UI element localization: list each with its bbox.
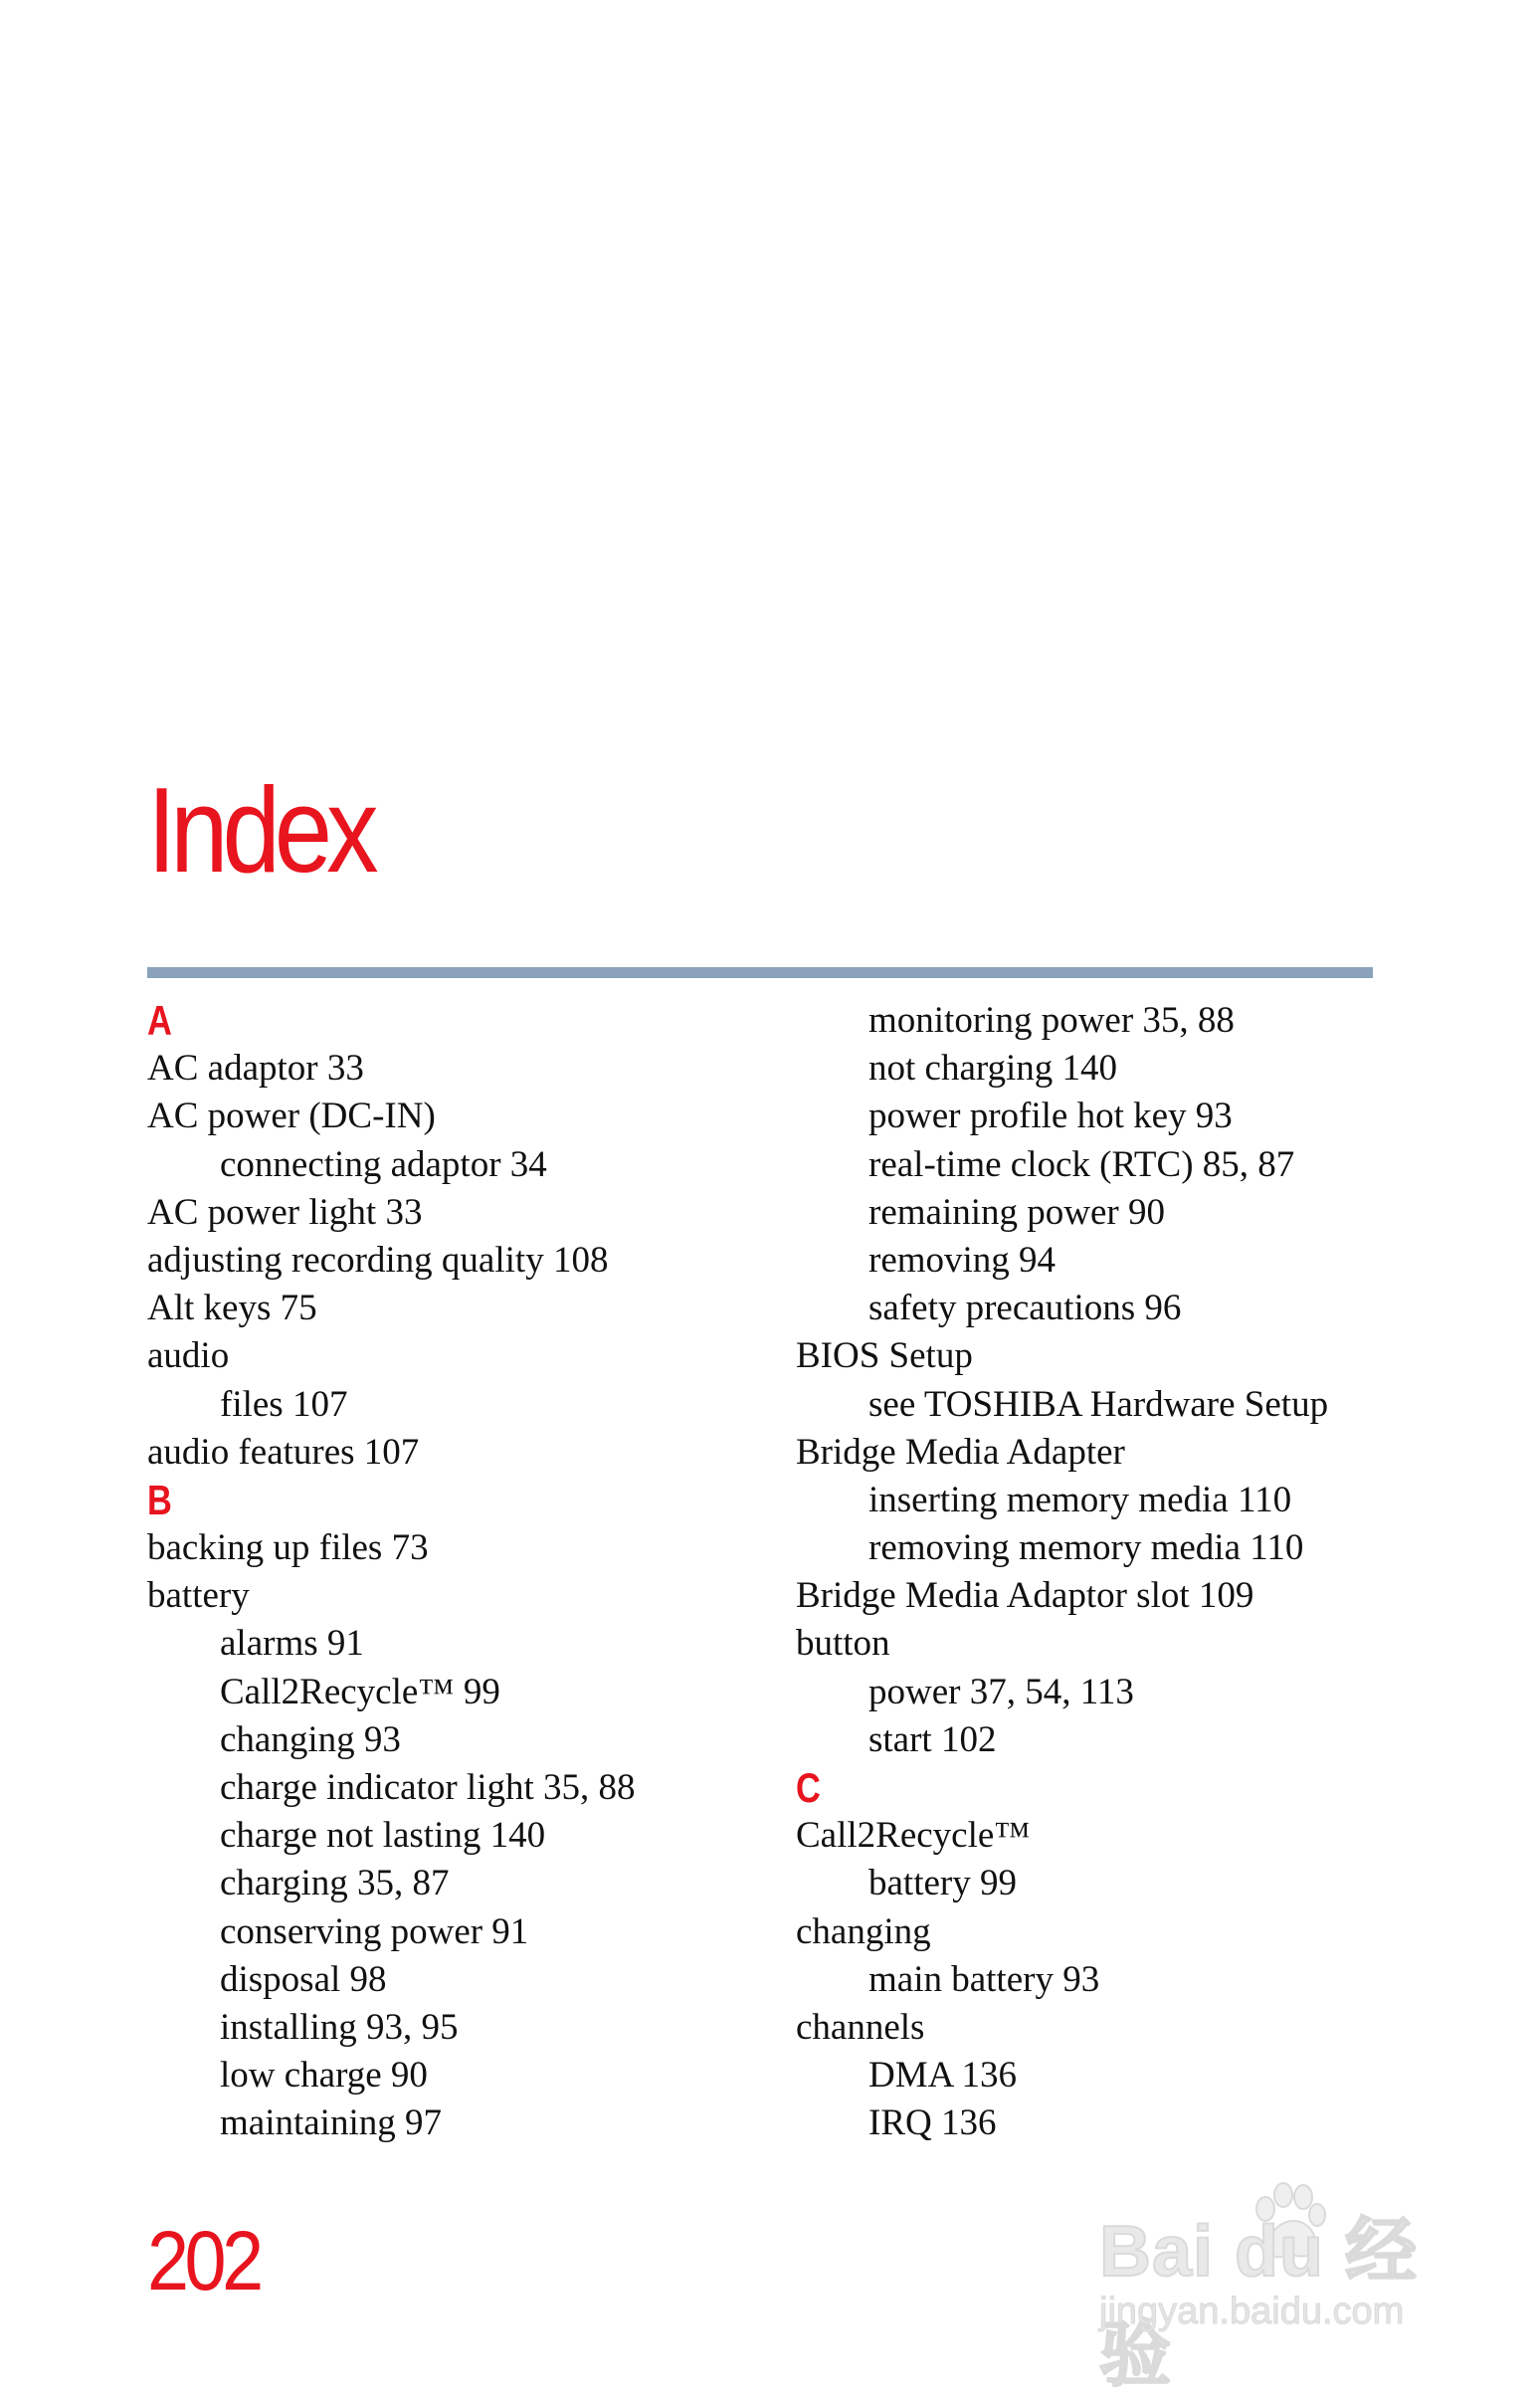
index-subentry: connecting adaptor 34 <box>220 1143 547 1185</box>
page-title: Index <box>147 762 373 898</box>
index-subentry: installing 93, 95 <box>220 2006 459 2048</box>
index-subentry: files 107 <box>220 1383 348 1425</box>
index-subentry: disposal 98 <box>220 1958 387 2000</box>
index-subentry: battery 99 <box>868 1863 1017 1904</box>
section-letter: C <box>796 1764 821 1811</box>
index-entry: Bridge Media Adapter <box>796 1431 1125 1473</box>
index-subentry: real-time clock (RTC) 85, 87 <box>868 1143 1295 1185</box>
index-subentry: conserving power 91 <box>220 1910 529 1952</box>
index-entry: battery <box>147 1575 250 1617</box>
index-entry: AC adaptor 33 <box>147 1048 364 1090</box>
index-subentry: Call2Recycle™ 99 <box>220 1671 500 1712</box>
section-letter: A <box>147 997 172 1044</box>
index-subentry: monitoring power 35, 88 <box>868 1000 1235 1041</box>
index-entry: AC power (DC-IN) <box>147 1096 436 1137</box>
index-subentry: power 37, 54, 113 <box>868 1671 1134 1712</box>
index-subentry: main battery 93 <box>868 1958 1100 2000</box>
watermark-logo: Bai du 经验 <box>1099 2212 1419 2395</box>
index-subentry: remaining power 90 <box>868 1191 1165 1233</box>
index-subentry: start 102 <box>868 1718 997 1760</box>
index-subentry: charge indicator light 35, 88 <box>220 1767 636 1808</box>
index-subentry: inserting memory media 110 <box>868 1479 1292 1520</box>
index-entry: Alt keys 75 <box>147 1288 317 1329</box>
index-subentry: IRQ 136 <box>868 2102 997 2144</box>
index-subentry: removing memory media 110 <box>868 1527 1304 1569</box>
watermark-url: jingyan.baidu.com <box>1099 2291 1405 2332</box>
index-entry: backing up files 73 <box>147 1527 429 1569</box>
index-subentry: charge not lasting 140 <box>220 1815 546 1857</box>
index-subentry: safety precautions 96 <box>868 1288 1182 1329</box>
index-column-right <box>796 997 1433 2148</box>
index-subentry: maintaining 97 <box>220 2102 442 2144</box>
index-entry: audio <box>147 1335 230 1377</box>
index-entry: changing <box>796 1910 931 1952</box>
index-entry: Call2Recycle™ <box>796 1815 1031 1857</box>
baidu-jingyan-watermark <box>1099 2179 1457 2395</box>
page-number: 202 <box>147 2214 260 2307</box>
index-entry: adjusting recording quality 108 <box>147 1239 609 1281</box>
index-entry: AC power light 33 <box>147 1191 423 1233</box>
index-subentry: charging 35, 87 <box>220 1863 450 1904</box>
index-column-left <box>147 997 784 2148</box>
index-subentry: alarms 91 <box>220 1623 364 1665</box>
index-entry: channels <box>796 2006 925 2048</box>
index-subentry: removing 94 <box>868 1239 1057 1281</box>
index-subentry: not charging 140 <box>868 1048 1118 1090</box>
index-entry: BIOS Setup <box>796 1335 973 1377</box>
index-subentry: power profile hot key 93 <box>868 1096 1233 1137</box>
index-entry: audio features 107 <box>147 1431 420 1473</box>
index-entry: button <box>796 1623 890 1665</box>
index-subentry: see TOSHIBA Hardware Setup <box>868 1383 1329 1425</box>
section-letter: B <box>147 1476 172 1523</box>
index-subentry: changing 93 <box>220 1718 401 1760</box>
index-entry: Bridge Media Adaptor slot 109 <box>796 1575 1254 1617</box>
index-subentry: DMA 136 <box>868 2055 1018 2097</box>
index-subentry: low charge 90 <box>220 2055 428 2097</box>
title-rule <box>147 967 1373 978</box>
